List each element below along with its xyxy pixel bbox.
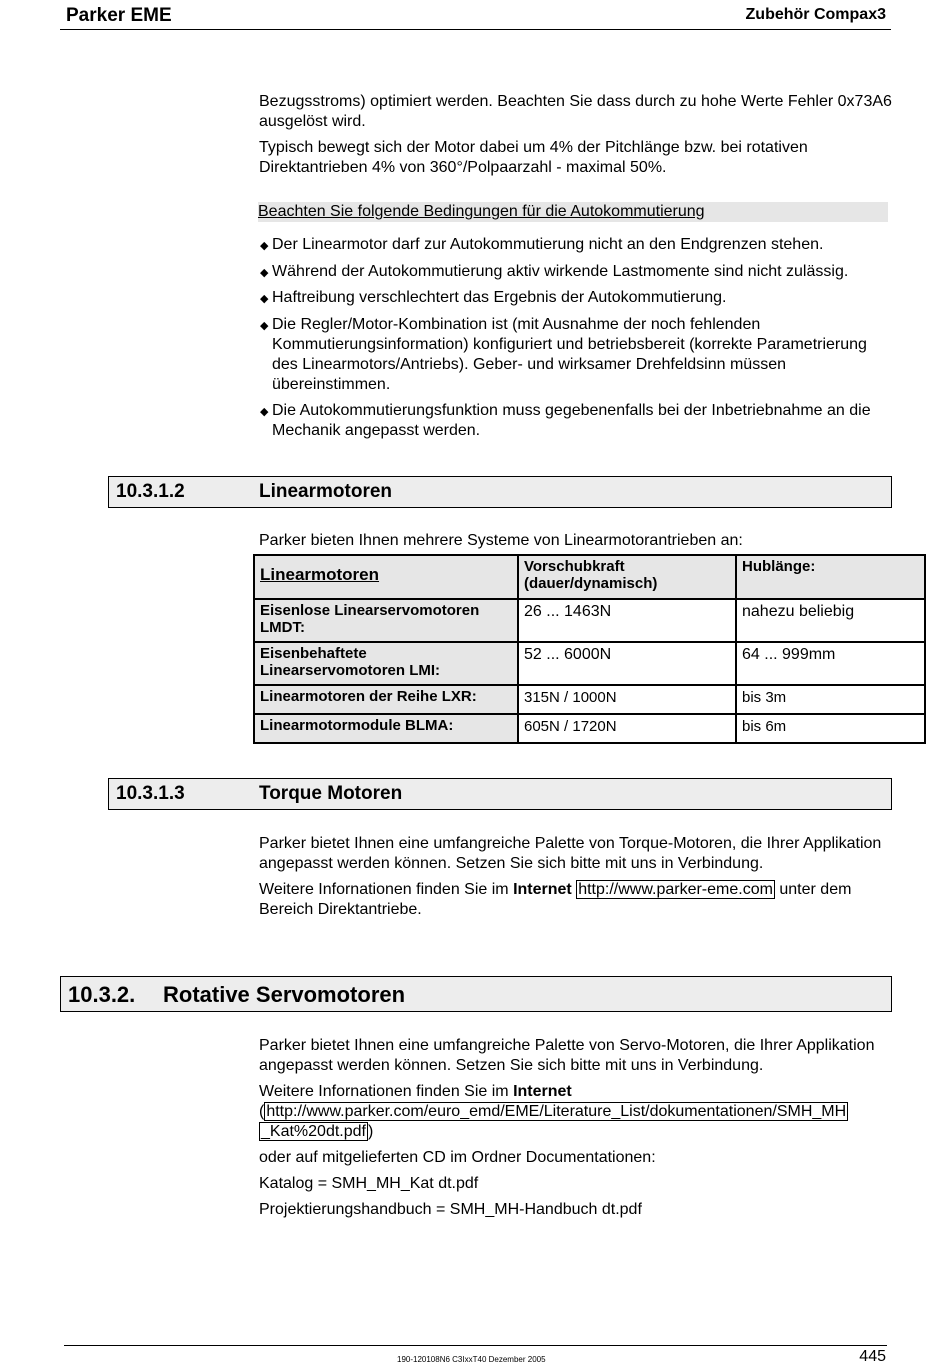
section-title: Rotative Servomotoren bbox=[163, 982, 406, 1007]
table-cell: 605N / 1720N bbox=[518, 714, 736, 743]
linearmotor-table bbox=[253, 554, 926, 744]
paren-open: ( bbox=[259, 1103, 265, 1120]
section-number: 10.3.1.2 bbox=[116, 481, 185, 502]
smh-catalog-link-continued[interactable]: _Kat%20dt.pdf bbox=[261, 1123, 366, 1140]
linear-intro: Parker bieten Ihnen mehrere Systeme von Linearmotorantrieben an: bbox=[259, 532, 743, 549]
list-item bbox=[259, 401, 899, 441]
table-cell: 26 ... 1463N bbox=[518, 599, 736, 642]
rotative-paragraph-3: oder auf mitgelieferten CD im Ordner Documentationen: bbox=[259, 1149, 656, 1166]
list-item-text: Die Autokommutierungsfunktion muss gegebenenfalls bei der Inbetriebnahme an die Mechanik angepasst werden. bbox=[272, 402, 871, 439]
list-item-text: Während der Autokommutierung aktiv wirkende Lastmomente sind nicht zulässig. bbox=[272, 262, 849, 280]
diamond-bullet-icon: ◆ bbox=[260, 240, 269, 252]
list-item-text: Haftreibung verschlechtert das Ergebnis der Autokommutierung. bbox=[272, 289, 727, 306]
header-title: Parker EME bbox=[66, 5, 172, 26]
section-number: 10.3.2. bbox=[68, 982, 136, 1007]
conditions-list bbox=[259, 235, 899, 448]
intro-text-1: Bezugsstroms) optimiert werden. Beachten Sie dass durch zu hohe Werte Fehler 0x73A6 ausgelöst wird. bbox=[259, 93, 892, 130]
table-header-cell: Linearmotoren bbox=[254, 555, 518, 599]
section-title: Linearmotoren bbox=[259, 481, 393, 502]
table-cell: nahezu beliebig bbox=[736, 599, 925, 642]
conditions-heading: Beachten Sie folgende Bedingungen für die Autokommutierung bbox=[258, 202, 888, 222]
rotative-text: Weitere Infornationen finden Sie im bbox=[259, 1083, 514, 1100]
table-header-row bbox=[254, 555, 925, 599]
rotative-paragraph-4: Katalog = SMH_MH_Kat dt.pdf bbox=[259, 1175, 479, 1192]
diamond-bullet-icon: ◆ bbox=[260, 266, 269, 279]
section-title: Torque Motoren bbox=[259, 783, 403, 804]
list-item bbox=[259, 288, 899, 308]
intro-text-2: Typisch bewegt sich der Motor dabei um 4% der Pitchlänge bzw. bei rotativen Direktantrieben 4% von 360°/Polpaarzahl - maximal 50%. bbox=[259, 139, 808, 176]
table-cell: Linearmotoren der Reihe LXR: bbox=[254, 685, 518, 714]
table-row bbox=[254, 685, 925, 714]
footer-divider bbox=[64, 1345, 887, 1346]
internet-label: Internet bbox=[513, 1083, 572, 1100]
smh-catalog-link[interactable]: http://www.parker.com/euro_emd/EME/Literature_List/dokumentationen/SMH_MH bbox=[266, 1103, 847, 1120]
header-divider bbox=[60, 29, 891, 30]
rotative-paragraph-2 bbox=[259, 1082, 899, 1142]
parker-eme-link[interactable]: http://www.parker-eme.com bbox=[578, 881, 773, 898]
torque-text-end: unter dem Bereich Direktantriebe. bbox=[259, 881, 852, 918]
paren-close: ) bbox=[367, 1123, 374, 1140]
diamond-bullet-icon: ◆ bbox=[260, 406, 269, 418]
table-cell: bis 6m bbox=[736, 714, 925, 743]
section-heading-rotative-servomotoren bbox=[60, 976, 892, 1012]
page-number: 445 bbox=[859, 1348, 886, 1365]
section-number: 10.3.1.3 bbox=[116, 783, 185, 804]
footer-document-id: 190-120108N6 C3IxxT40 Dezember 2005 bbox=[397, 1355, 546, 1364]
list-item bbox=[259, 315, 899, 395]
intro-paragraph-1 bbox=[259, 92, 899, 132]
section-heading-linearmotoren bbox=[108, 476, 892, 508]
torque-text: Weitere Infornationen finden Sie im bbox=[259, 881, 514, 898]
intro-paragraph-2 bbox=[259, 138, 899, 178]
table-cell: Eisenlose Linearservomotoren LMDT: bbox=[254, 599, 518, 642]
rotative-paragraph-5: Projektierungshandbuch = SMH_MH-Handbuch dt.pdf bbox=[259, 1201, 642, 1218]
torque-paragraph-2 bbox=[259, 880, 899, 920]
diamond-bullet-icon: ◆ bbox=[260, 319, 269, 332]
rotative-paragraph-1: Parker bietet Ihnen eine umfangreiche Palette von Servo-Motoren, die Ihrer Applikation angepasst werden können. Setzen Sie sich bitte mit uns in Verbindung. bbox=[259, 1037, 875, 1074]
header-document-name: Zubehör Compax3 bbox=[745, 6, 886, 23]
table-cell: 315N / 1000N bbox=[518, 685, 736, 714]
list-item-text: Die Regler/Motor-Kombination ist (mit Ausnahme der noch fehlenden Kommutierungsinformation) konfiguriert und betriebsbereit (korrekte Parametrierung des Linearmotors/Antriebs). Geber- und wirksamer Drehfeldsinn müssen übereinstimmen. bbox=[272, 315, 867, 393]
section-heading-torque-motoren bbox=[108, 778, 892, 810]
torque-paragraph-1: Parker bietet Ihnen eine umfangreiche Palette von Torque-Motoren, die Ihrer Applikation angepasst werden können. Setzen Sie sich bitte mit uns in Verbindung. bbox=[259, 835, 882, 872]
list-item-text: Der Linearmotor darf zur Autokommutierung nicht an den Endgrenzen stehen. bbox=[272, 236, 824, 253]
table-row bbox=[254, 714, 925, 743]
table-row bbox=[254, 599, 925, 642]
table-cell: bis 3m bbox=[736, 685, 925, 714]
table-header-cell: Vorschubkraft (dauer/dynamisch) bbox=[518, 555, 736, 599]
diamond-bullet-icon: ◆ bbox=[260, 293, 269, 305]
table-cell: Eisenbehaftete Linearservomotoren LMI: bbox=[254, 642, 518, 685]
list-item bbox=[259, 262, 899, 282]
table-cell: 64 ... 999mm bbox=[736, 642, 925, 685]
table-cell: Linearmotormodule BLMA: bbox=[254, 714, 518, 743]
list-item bbox=[259, 235, 899, 255]
table-header-cell: Hublänge: bbox=[736, 555, 925, 599]
table-cell: 52 ... 6000N bbox=[518, 642, 736, 685]
internet-label: Internet bbox=[513, 881, 572, 898]
table-row bbox=[254, 642, 925, 685]
